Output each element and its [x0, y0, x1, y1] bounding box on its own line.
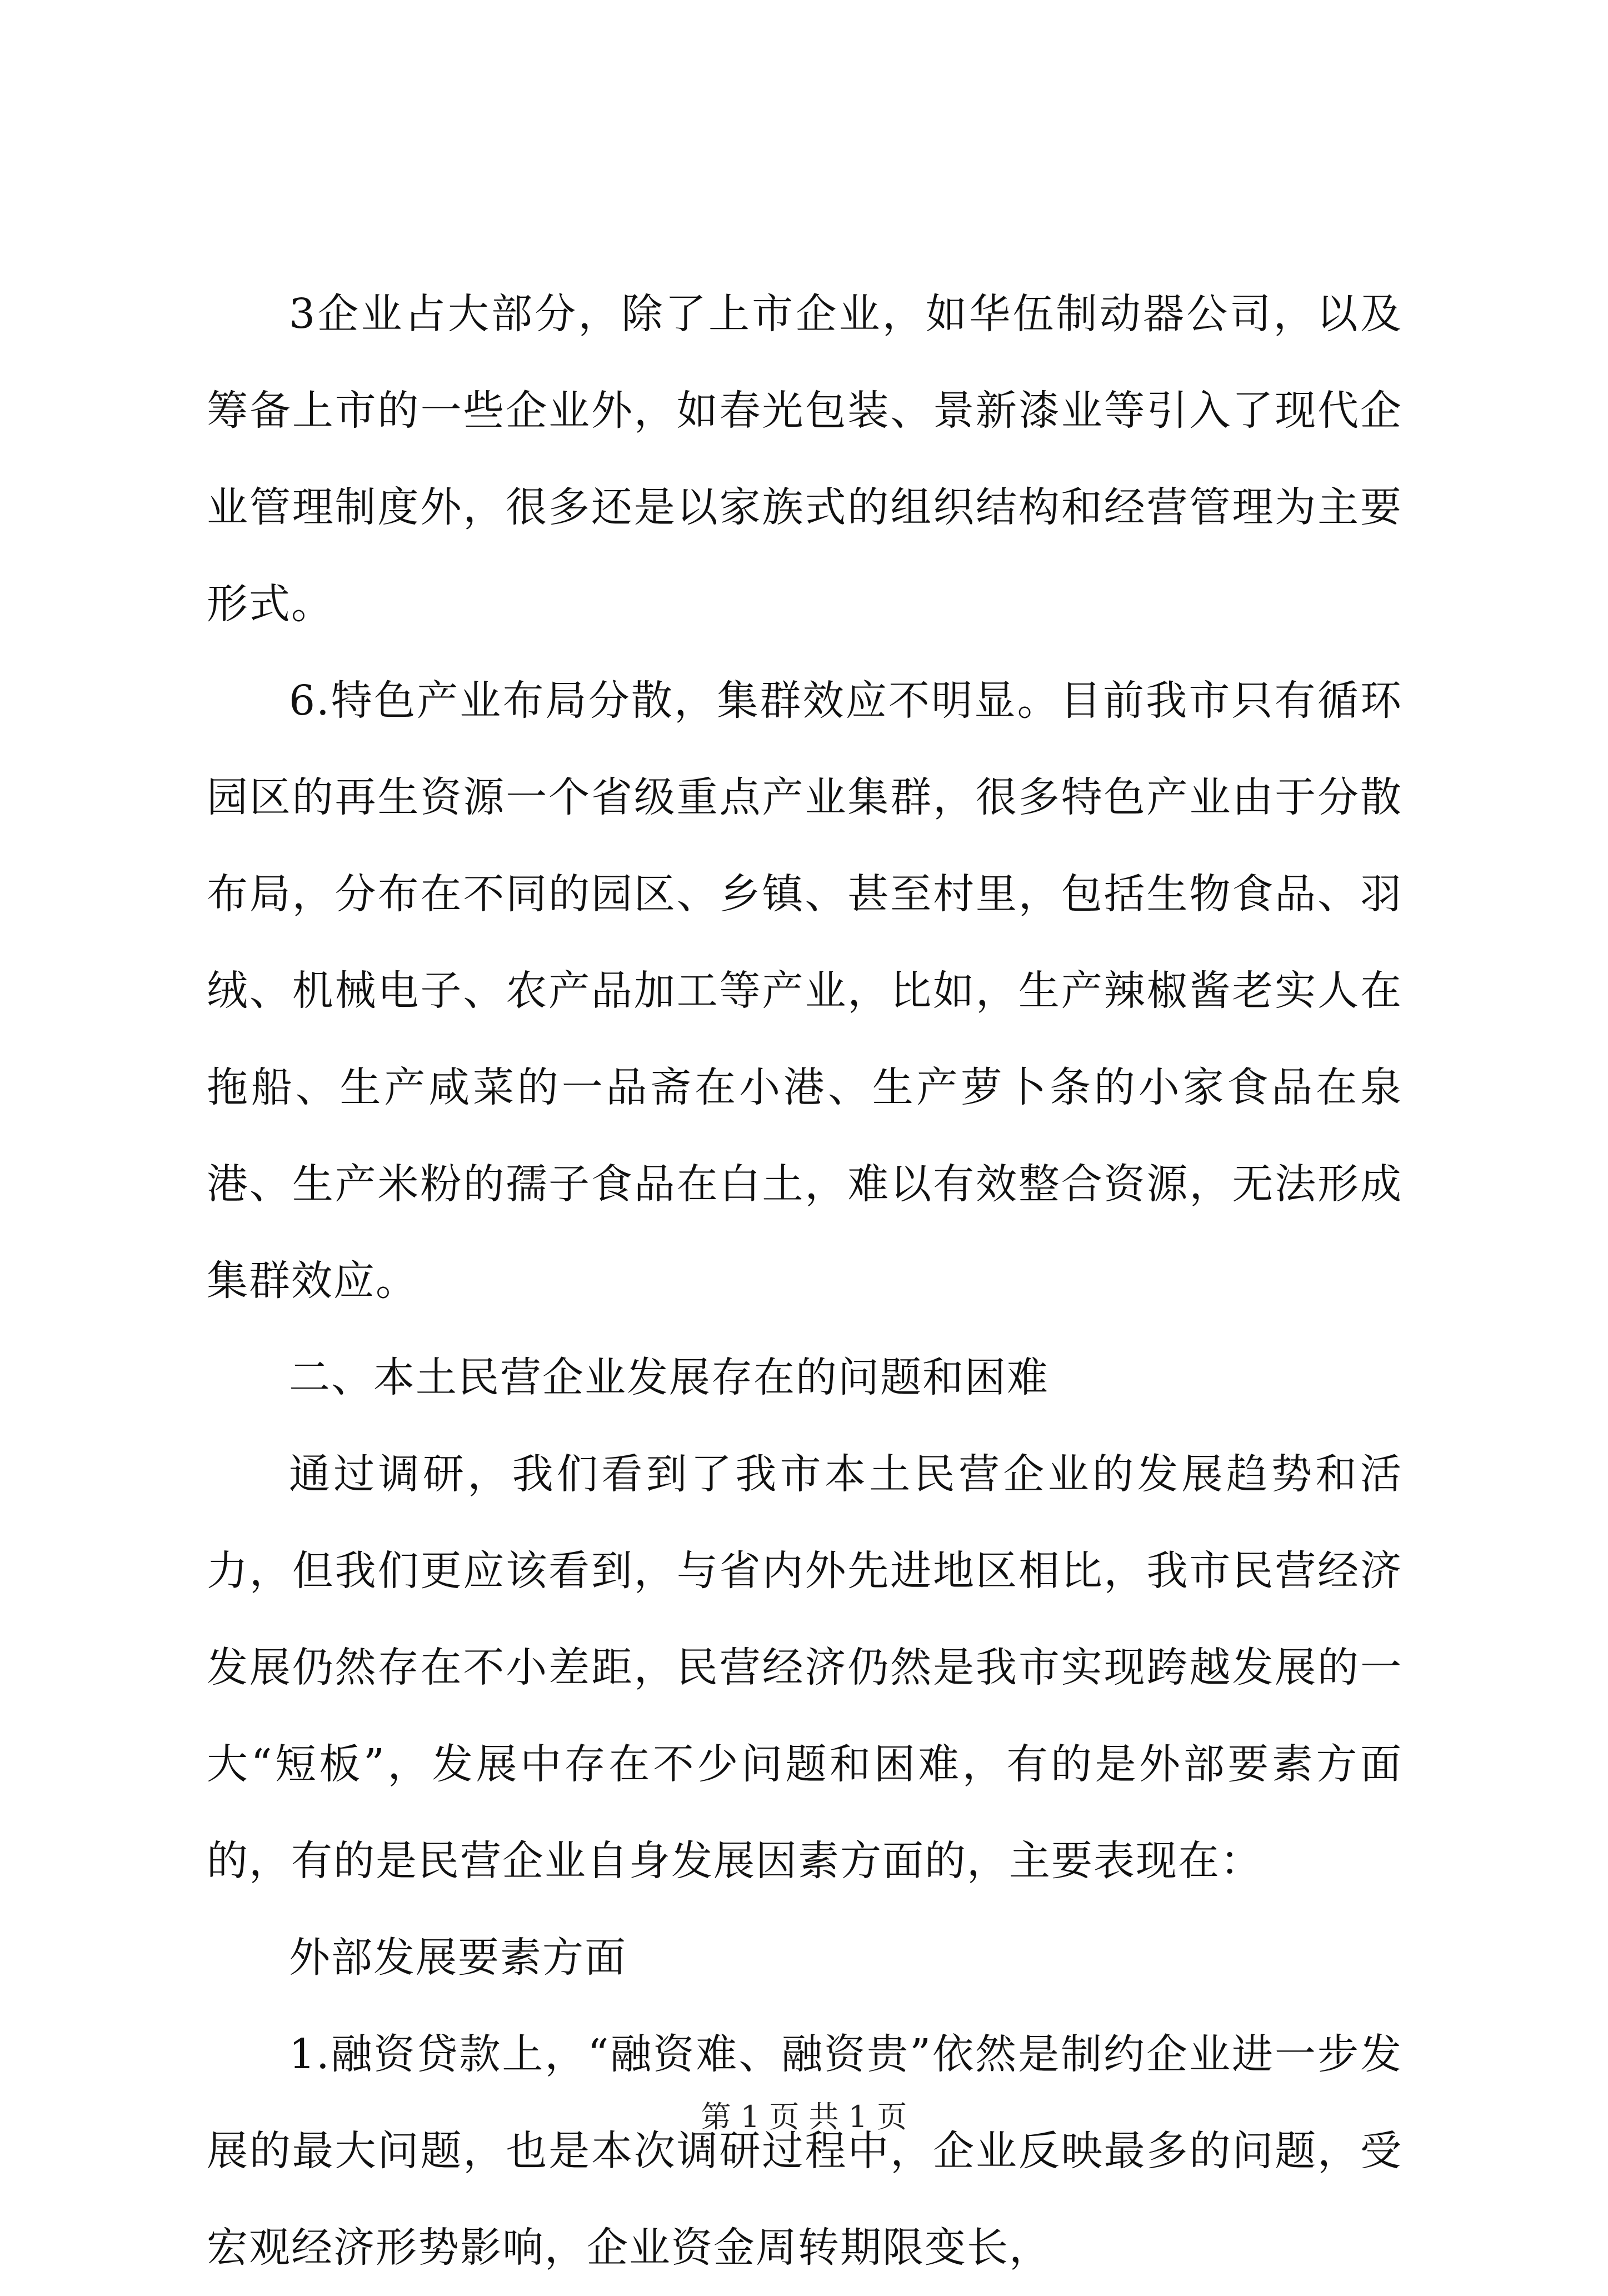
paragraph-industry-layout: 6.特色产业布局分散，集群效应不明显。目前我市只有循环园区的再生资源一个省级重点产业集群，很多特色产业由于分散布局，分布在不同的园区、乡镇、甚至村里，包括生物食品、羽绒、机械电子、农产品加工等产业，比如，生产辣椒酱老实人在拖船、生产咸菜的一品斋在小港、生产萝卜条的小家食品在泉港、生产米粉的孺子食品在白土，难以有效整合资源，无法形成集群效应。 [207, 677, 1402, 1305]
page-footer: 第 1 页 共 1 页 [701, 2099, 907, 2134]
paragraph-research-findings: 通过调研，我们看到了我市本土民营企业的发展趋势和活力，但我们更应该看到，与省内外先进地区相比，我市民营经济发展仍然存在不小差距，民营经济仍然是我市实现跨越发展的一大“短板”，发展中存在不少问题和困难，有的是外部要素方面的，有的是民营企业自身发展因素方面的，主要表现在： [207, 1450, 1402, 1885]
section-heading-problems: 二、本土民营企业发展存在的问题和困难 [289, 1354, 1049, 1401]
paragraph-financing: 1.融资贷款上，“融资难、融资贵”依然是制约企业进一步发展的最大问题，也是本次调研过程中，企业反映最多的问题，受宏观经济形势影响，企业资金周转期限变长， [207, 2030, 1402, 2272]
document-body [207, 266, 1402, 2296]
paragraph-enterprise-management: 3企业占大部分，除了上市企业，如华伍制动器公司，以及筹备上市的一些企业外，如春光包装、景新漆业等引入了现代企业管理制度外，很多还是以家族式的组织结构和经营管理为主要形式。 [207, 290, 1402, 628]
subheading-external-factors: 外部发展要素方面 [289, 1934, 627, 1981]
